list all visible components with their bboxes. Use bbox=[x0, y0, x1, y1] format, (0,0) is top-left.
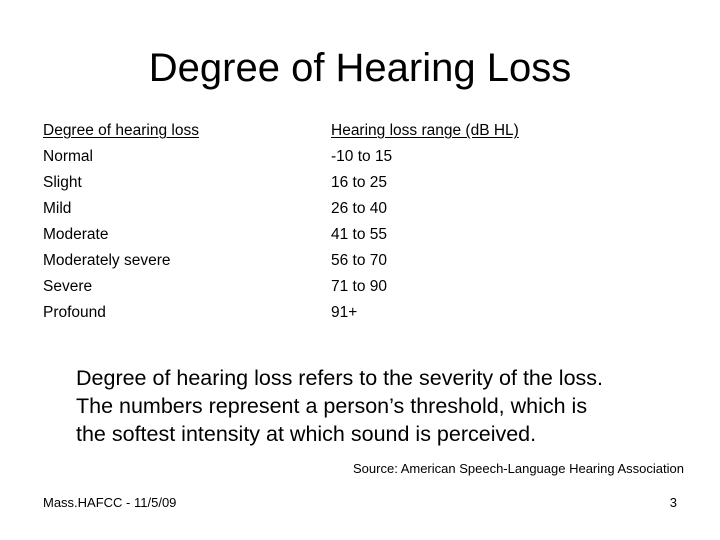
degree-cell: Moderate bbox=[43, 226, 109, 243]
degree-cell: Severe bbox=[43, 278, 93, 295]
degree-cell: Normal bbox=[43, 148, 93, 165]
explanation-text bbox=[76, 364, 696, 448]
table-row bbox=[43, 248, 603, 274]
footer-text: Mass.HAFCC - 11/5/09 bbox=[43, 495, 177, 510]
range-cell: 41 to 55 bbox=[331, 226, 388, 243]
table-row bbox=[43, 222, 603, 248]
table-row bbox=[43, 144, 603, 170]
table-row bbox=[43, 274, 603, 300]
degree-cell: Profound bbox=[43, 304, 106, 321]
table-row bbox=[43, 300, 603, 326]
explanation-line: the softest intensity at which sound is perceived. bbox=[76, 422, 537, 446]
source-citation: Source: American Speech-Language Hearing Association bbox=[353, 461, 684, 476]
page-number: 3 bbox=[669, 495, 677, 510]
table-header-row bbox=[43, 118, 603, 144]
explanation-line: The numbers represent a person’s threshold, which is bbox=[76, 394, 588, 418]
degree-cell: Slight bbox=[43, 174, 82, 191]
slide-title: Degree of Hearing Loss bbox=[148, 46, 572, 90]
range-cell: 26 to 40 bbox=[331, 200, 388, 217]
hearing-loss-table bbox=[43, 118, 603, 326]
explanation-line: Degree of hearing loss refers to the severity of the loss. bbox=[76, 366, 604, 390]
range-cell: 56 to 70 bbox=[331, 252, 388, 269]
range-cell: 16 to 25 bbox=[331, 174, 388, 191]
degree-column-header: Degree of hearing loss bbox=[43, 122, 199, 139]
table-row bbox=[43, 170, 603, 196]
range-cell: 71 to 90 bbox=[331, 278, 388, 295]
degree-cell: Mild bbox=[43, 200, 72, 217]
range-cell: -10 to 15 bbox=[331, 148, 393, 165]
range-column-header: Hearing loss range (dB HL) bbox=[331, 122, 519, 139]
range-cell: 91+ bbox=[331, 304, 358, 321]
degree-cell: Moderately severe bbox=[43, 252, 171, 269]
table-row bbox=[43, 196, 603, 222]
